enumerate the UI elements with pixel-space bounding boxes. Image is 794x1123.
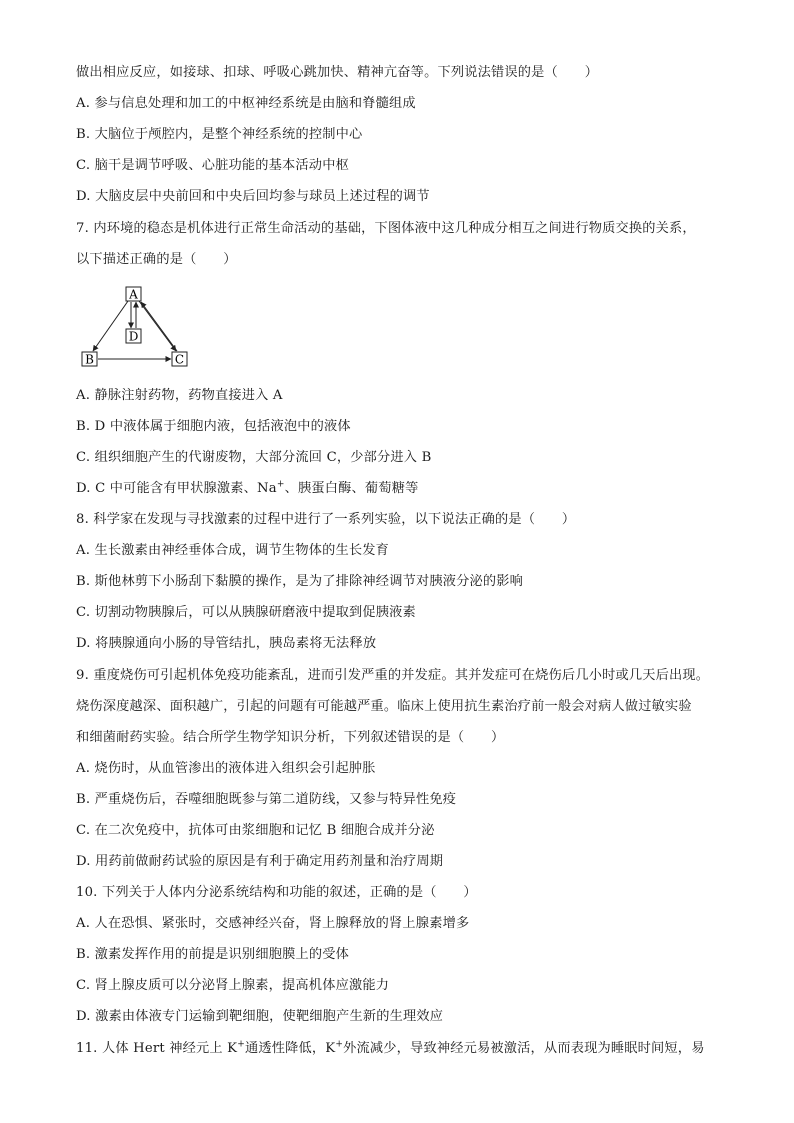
q7-stem-line1: 7. 内环境的稳态是机体进行正常生命活动的基础，下图体液中这几种成分相互之间进行物质交换的关系， <box>76 221 696 236</box>
node-d-label: D <box>128 329 139 344</box>
node-a-label: A <box>129 287 138 302</box>
q11-stem <box>76 1040 705 1058</box>
q7-stem-line2: 以下描述正确的是（ ） <box>76 252 237 267</box>
q10-option-b: B. 激素发挥作用的前提是识别细胞膜上的受体 <box>76 947 350 962</box>
q8-option-c: C. 切割动物胰腺后，可以从胰腺研磨液中提取到促胰液素 <box>76 605 416 620</box>
q6-option-c: C. 脑干是调节呼吸、心脏功能的基本活动中枢 <box>76 158 349 173</box>
q9-stem-line3: 和细菌耐药实验。结合所学生物学知识分析，下列叙述错误的是（ ） <box>76 730 505 745</box>
q7-option-d-sup: + <box>276 479 285 490</box>
q8-option-a: A. 生长激素由神经垂体合成，调节生物体的生长发育 <box>76 543 390 558</box>
q9-option-b: B. 严重烧伤后，吞噬细胞既参与第二道防线，又参与特异性免疫 <box>76 792 457 807</box>
arrow-a-to-c <box>139 301 176 351</box>
q10-option-d: D. 激素由体液专门运输到靶细胞，使靶细胞产生新的生理效应 <box>76 1009 444 1024</box>
q7-option-d <box>76 480 418 498</box>
q9-stem-line2: 烧伤深度越深、面积越广，引起的问题有可能越严重。临床上使用抗生素治疗前一般会对病人做过敏实验 <box>76 699 692 714</box>
q7-option-d-post: 、胰蛋白酶、葡萄糖等 <box>284 481 419 496</box>
q9-stem-line1: 9. 重度烧伤可引起机体免疫功能紊乱，进而引发严重的并发症。其并发症可在烧伤后几小时或几天后出现。 <box>76 668 710 683</box>
q8-option-b: B. 斯他林剪下小肠刮下黏膜的操作，是为了排除神经调节对胰液分泌的影响 <box>76 574 524 589</box>
q9-option-d: D. 用药前做耐药试验的原因是有利于确定用药剂量和治疗周期 <box>76 854 444 869</box>
q6-option-d: D. 大脑皮层中央前回和中央后回均参与球员上述过程的调节 <box>76 189 430 204</box>
q6-option-a: A. 参与信息处理和加工的中枢神经系统是由脑和脊髓组成 <box>76 96 416 111</box>
q10-stem: 10. 下列关于人体内分泌系统结构和功能的叙述，正确的是（ ） <box>76 885 477 900</box>
q7-option-c: C. 组织细胞产生的代谢废物，大部分流回 C，少部分进入 B <box>76 450 432 465</box>
node-b-label: B <box>85 352 94 367</box>
q7-option-b: B. D 中液体属于细胞内液，包括液泡中的液体 <box>76 419 351 434</box>
q7-option-a: A. 静脉注射药物，药物直接进入 A <box>76 388 283 403</box>
q8-stem: 8. 科学家在发现与寻找激素的过程中进行了一系列实验，以下说法正确的是（ ） <box>76 512 576 527</box>
q11-sup2: + <box>335 1039 344 1050</box>
q6-option-b: B. 大脑位于颅腔内，是整个神经系统的控制中心 <box>76 127 363 142</box>
arrow-c-to-a <box>141 302 177 351</box>
q10-option-c: C. 肾上腺皮质可以分泌肾上腺素，提高机体应激能力 <box>76 978 390 993</box>
q11-pre: 11. 人体 Hert 神经元上 K <box>76 1041 238 1056</box>
q6-stem-continuation: 做出相应反应，如接球、扣球、呼吸心跳加快、精神亢奋等。下列说法错误的是（ ） <box>76 65 599 80</box>
body-fluid-diagram <box>76 282 196 372</box>
q7-option-d-pre: D. C 中可能含有甲状腺激素、Na <box>76 481 277 496</box>
q9-option-c: C. 在二次免疫中，抗体可由浆细胞和记忆 B 细胞合成并分泌 <box>76 823 435 838</box>
arrow-a-to-b <box>93 301 128 351</box>
q10-option-a: A. 人在恐惧、紧张时，交感神经兴奋，肾上腺释放的肾上腺素增多 <box>76 916 470 931</box>
q8-option-d: D. 将胰腺通向小肠的导管结扎，胰岛素将无法释放 <box>76 636 377 651</box>
q9-option-a: A. 烧伤时，从血管渗出的液体进入组织会引起肿胀 <box>76 761 376 776</box>
q11-mid: 通透性降低，K <box>244 1041 336 1056</box>
node-c-label: C <box>174 352 185 367</box>
q11-sup1: + <box>237 1039 245 1050</box>
q11-post: 外流减少，导致神经元易被激活，从而表现为睡眠时间短，易 <box>343 1041 705 1056</box>
